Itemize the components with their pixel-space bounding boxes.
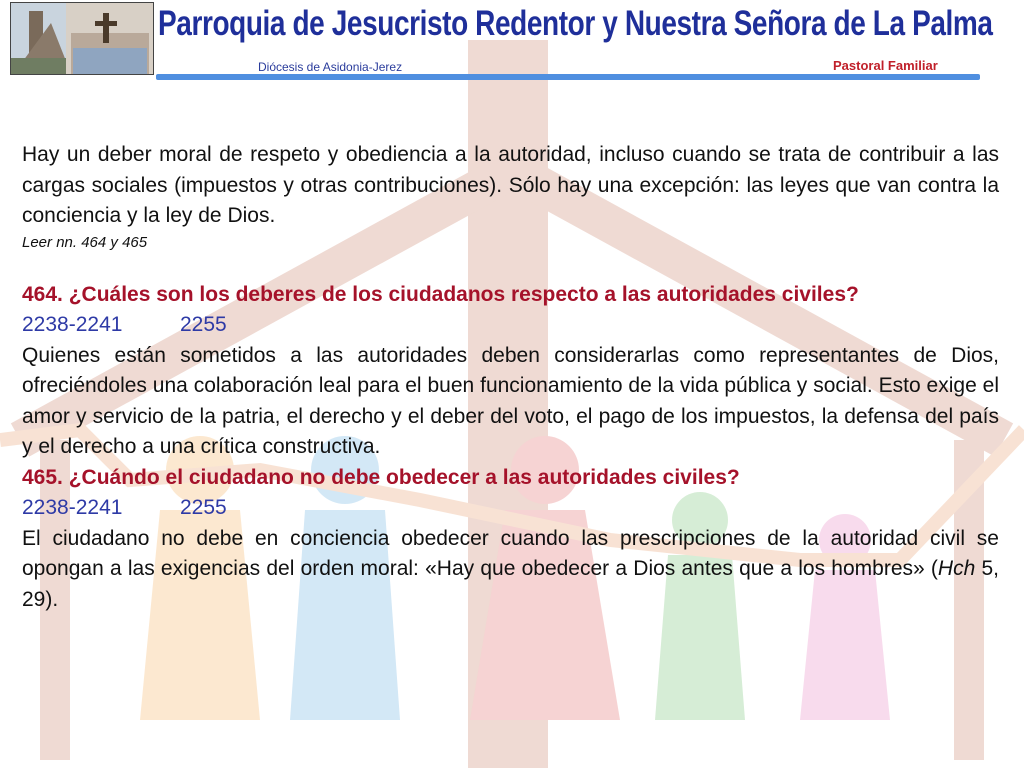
- ref-single: 2255: [180, 313, 227, 336]
- main-content: [22, 140, 999, 615]
- diocese-label: Diócesis de Asidonia-Jerez: [258, 60, 403, 74]
- references-465: [22, 493, 999, 524]
- question-465: 465. ¿Cuándo el ciudadano no debe obedecer a las autoridades civiles?: [22, 465, 740, 489]
- pastoral-label: Pastoral Familiar: [833, 58, 938, 73]
- ref-range: 2238-2241: [22, 313, 123, 336]
- answer-464: Quienes están sometidos a las autoridades deben considerarlas como representantes de Dios, ofreciéndoles una colaboración leal para el buen funcionamiento de la vida pública y social. Esto exige el amor y servicio de la patria, el derecho y el deber del voto, el pago de los impuestos, la defensa del país y el derecho a una crítica constructiva.: [22, 343, 999, 458]
- ref-range: 2238-2241: [22, 496, 123, 519]
- intro-paragraph: Hay un deber moral de respeto y obediencia a la autoridad, incluso cuando se trata de contribuir a las cargas sociales (impuestos y otras contribuciones). Sólo hay una excepción: las leyes que van contra la conciencia y la ley de Dios.: [22, 143, 999, 227]
- answer-465-verse: 5, 29).: [22, 557, 999, 611]
- answer-465: [22, 524, 999, 616]
- header-rule: [156, 74, 980, 80]
- answer-465-text: El ciudadano no debe en conciencia obedecer cuando las prescripciones de la autoridad civil se opongan a las exigencias del orden moral: «Hay que obedecer a Dios antes que a los hombres» (: [22, 526, 999, 580]
- parish-title: Parroquia de Jesucristo Redentor y Nuestra Señora de La Palma: [158, 4, 993, 43]
- references-464: [22, 310, 999, 341]
- bible-citation: Hch: [937, 557, 976, 580]
- reading-note: Leer nn. 464 y 465: [22, 233, 148, 251]
- section-spacer: [22, 254, 999, 280]
- ref-single: 2255: [180, 496, 227, 519]
- question-464: 464. ¿Cuáles son los deberes de los ciudadanos respecto a las autoridades civiles?: [22, 282, 859, 306]
- church-photo: [10, 2, 154, 75]
